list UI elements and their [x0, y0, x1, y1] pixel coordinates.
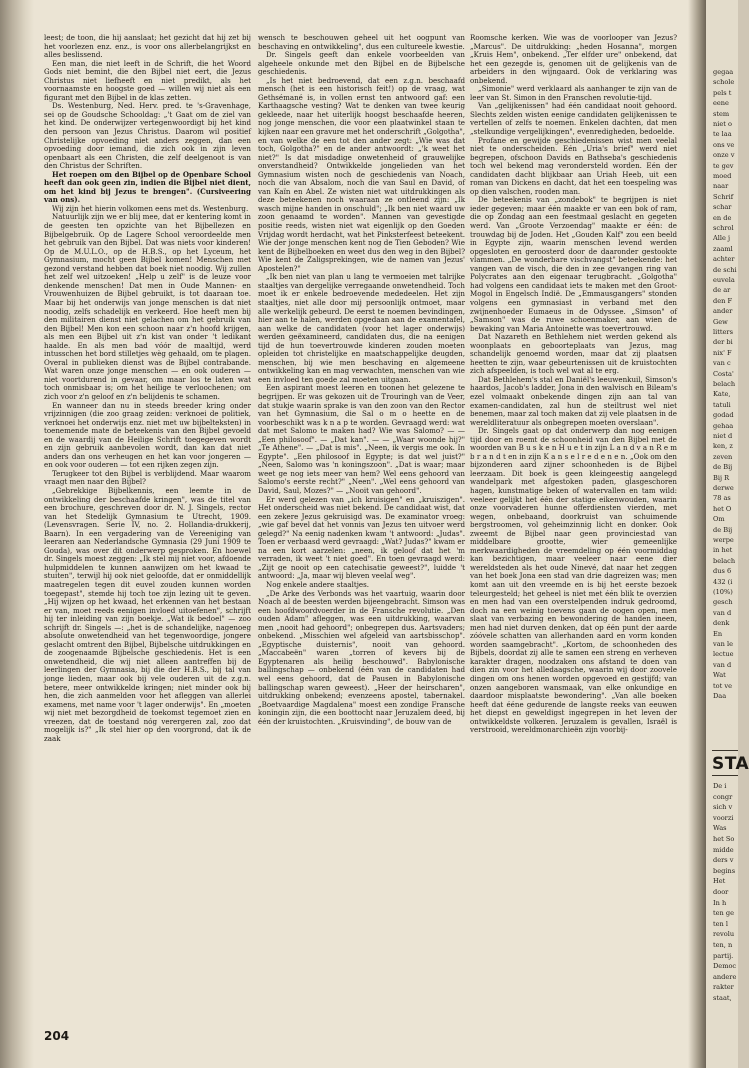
- next-page-fragment: en de: [713, 213, 732, 222]
- next-page-fragment: van c: [713, 359, 731, 368]
- next-page-fragment: door: [713, 888, 729, 896]
- next-page-fragment: congr: [713, 792, 733, 801]
- next-page-fragment: ander: [713, 307, 733, 316]
- paragraph: Van „gelijkenissen" had één candidaat nooit gehoord. Slechts zelden wisten eenige candidaten gelijkenissen te vertellen of zelfs te noemen. Enkelen dachten, dat men „stelkundige vergelijkingen", evenredigheden, bedoelde.: [470, 101, 677, 137]
- paragraph: Het roepen om den Bijbel op de Openbare School heeft dan ook geen zin, indien die Bijbel niet dient, om het kind bij Jezus te brengen". (Cursiveering van ons).: [44, 169, 251, 205]
- next-page-fragment: pels t: [713, 88, 732, 97]
- next-page-fragment: ten, n: [713, 941, 733, 949]
- paragraph: „Ik ben niet van plan u lang te vermoeien met talrijke staaltjes van dergelijke verregaande onwetendheid. Toch moet ik er enkele bedroevende mededeelen. Het zijn staaltjes, niet alle door mij persoonlijk ontmoet, maar alle werkelijk gebeurd. De eerst te noemen bevindingen, hier aan te halen, werden opgedaan aan de examentafel, aan welke de candidaten (voor het lager onderwijs) werden geëxamineerd, candidaten dus, die na eenigen tijd de hun toevertrouwde kinderen zouden moeten opleiden tot christelijke en maatschappelijke deugden, menschen, bij wie men beschaving en algemeene ontwikkeling kan en mag verwachten, menschen van wie een invloed ten goede zal moeten uitgaan.: [258, 272, 465, 384]
- next-page-fragment: van d: [713, 608, 732, 617]
- next-page-fragment: de Bij: [713, 525, 733, 534]
- next-page-fragment: in het: [713, 546, 733, 555]
- paragraph: „Gebrekkige Bijbelkennis, een leemte in de ontwikkeling der beschaafde kringen", was de titel van een brochure, geschreven door dr. N. J. Singels, rector van het Stedelijk Gymnasium te Utrecht, 1909. (Levensvragen. Serie IV, no. 2. Hollandia-drukkerij, Baarn). In een vergadering van de Vereeniging van leeraren aan Nederlandsche Gymnasia (29 Juni 1909 te Gouda), was over dit onderwerp gesproken. En hoewel dr. Singels moest zeggen: „Ik stel mij niet voor, afdoende hulpmiddelen te kunnen aanwijzen om het kwaad te stuiten", terwijl hij ook niet geloofde, dat er onmiddellijk maatregelen tegen dit euvel zouden kunnen worden toegepast", stemde hij toch toe zijn lezing uit te geven. „Hij wijzen op het kwaad, het erkennen van het bestaan er van, moet reeds eenigen invloed uitoefenen", schrijft hij ter inleiding van zijn boekje. „Wat ik bedoel" — zoo schrijft dr. Singels —: „het is de schandelijke, nagenoeg absolute onwetendheid van het tegenwoordige, jongere geslacht omtrent den Bijbel, Bijbelsche uitdrukkingen en de zoogenaamde Bijbelsche geschiedenis. Het is een onwetendheid, die wij niet alleen aantreffen bij de leerlingen der Gymnasia, bij die der H.B.S., bij tal van jonge lieden, maar ook bij vele ouderen uit de z.g.n. betere, meer ontwikkelde kringen; niet minder ook bij hen, die zich aanmelden voor het afleggen van allerlei examens, met name voor 't lager onderwijs". En „moeten wij niet met bezorgdheid de toekomst tegemoet zien en vreezen, dat de toestand nóg verergeren zal, zoo dat mogelijk is?" „Ik stel hier op den voorgrond, dat ik de zaak: [44, 485, 251, 743]
- next-page-rule-bottom: [712, 775, 738, 776]
- next-page-fragment: 78 as: [713, 494, 731, 503]
- paragraph: Terugkeer tot den Bijbel is verblijdend. Maar waarom vraagt men naar den Bijbel?: [44, 468, 251, 487]
- next-page-fragment: eene: [713, 99, 729, 108]
- paragraph: „Is het niet bedroevend, dat een z.g.n. beschaafd mensch (het is een historisch feit!) op de vraag, wat Gethsémané is, in vollen ernst ten antwoord gaf: een Karthaagsche vesting? Wat te denken van twee keurig gekleede, naar het uiterlijk hoogst beschaafde heeren, nog jonge menschen, die voor een plaatwinkel staan te kijken naar een gravure met het onderschrift „Golgotha", en van welke de een tot den ander zegt: „Wie was dat toch, Golgotha?" en de ander antwoordt: „'k weet het niet?" Is dat misdadige onwetenheid of grauwelijke onverstandheid? Ontwikkelde jongelieden van het Gymnasium wisten noch de geschiedenis van Noach, noch die van Absalom, noch die van Saul en David, of van Kaïn en Abel. Ze wisten niet wat uitdrukkingen als deze beteekenen noch waaraan ze ontleend zijn: „Ik wasch mijne handen in onschuld"; „Ik ben niet waard uw zoon genaamd te worden". Mannen van gevestigde positie reeds, wisten niet wat eigenlijk op den Goeden Vrijdag wordt herdacht, wat het Pinksterfeest beteekent. Wie der jonge menschen kent nog de Tien Geboden? Wie kent de Bijbelboeken en weet dus den weg in den Bijbel? Wie kent de Zaligsprekingen, wie de namen van Jezus' Apostelen?": [258, 75, 465, 273]
- next-page-fragment: zeven: [713, 452, 733, 461]
- next-page-fragment: Het: [713, 877, 726, 886]
- next-page-fragment: En: [713, 629, 723, 638]
- next-page-fragment: denk: [713, 619, 730, 628]
- paragraph: leest; de toon, die hij aanslaat; het gezicht dat hij zet bij het voorlezen enz. enz., is voor ons allerbelangrijkst en alles beslissend.: [44, 33, 251, 60]
- next-page-fragment: niet d: [713, 432, 733, 440]
- paragraph: Dat Bethlehem's stal en Daniël's leeuwenkuil, Simson's haardos, Jacob's ladder, Jona in den walvisch en Bileam's ezel volmaakt onbekende dingen zijn aan tal van examen-candidaten, zal hun de steiltrust wel niet benemen, maar zal toch maken dat zij vele plaatsen in de wereldliteratuur als onbegrepen moeten overslaan".: [470, 374, 677, 427]
- paragraph: Een man, die niet leeft in de Schrift, die het Woord Gods niet bemint, die den Bijbel niet eert, die Jezus Christus niet liefheeft en niet predikt, als het voornaamste en hoogste goed — willen wij niet als een figurant met den Bijbel in de klas zetten.: [44, 58, 251, 102]
- next-page-fragment: het So: [713, 835, 735, 843]
- next-page-fragment: de schi: [713, 265, 737, 274]
- next-page-fragment: te gev: [713, 161, 734, 170]
- next-page-fragment: van le: [713, 640, 734, 648]
- next-page-fragment: schrol: [713, 224, 734, 232]
- paragraph: Wij zijn het hierin volkomen eens met ds. Westenburg.: [52, 203, 249, 213]
- paragraph: Dat Nazareth en Bethlehem niet werden gekend als woonplaats en geboorteplaats van Jezus, mag schandelijk genoemd worden, maar dat zij plaatsen heetten te zijn, waar gebeurtenissen uit de kruistochten zich afspeelden, is toch wel wat al te erg.: [470, 332, 677, 376]
- paragraph: Profane en gewijde geschiedenissen wist men veelal niet te onderscheiden. Eén „Uria's brief" werd niet begrepen, ofschoon Davids en Bathseba's geschiedenis toch wel bekend mag verondersteld worden. Eén der candidaten dacht blijkbaar aan Uriah Heeb, uit een roman van Dickens en dacht, dat het een toespeling was op dien valschen, rooden man.: [470, 135, 677, 196]
- paragraph: Een aspirant moest leeren en toonen het gelezene te begrijpen. Er was gekozen uit de Trouringh van de Veer, dat stukje waarin sprake is van den zoon van den Rector van het Gymnasium, die Sal o m o heette en de voorbeschikt was k n a p te worden. Gevraagd werd: wat dat met Salomo te maken had? Wie was Salomo? — — „Een philosoof". — „Dat kan". — — „Waar woonde hij?" „Te Athene". — „Dat is mis". „Neen, ik vergis me ook. In Egypte". „Een philosoof in Egypte; is dat wel juist?" „Neen, Salomo was 'n koningszoon". „Dat is waar; maar weet ge nog iets meer van hem? Wel eens gehoord van Salomo's eerste recht?" „Neen". „Wel eens gehoord van David, Saul, Mozes?" — „Nooit van gehoord".: [258, 383, 465, 495]
- next-page-fragment: gegaa: [713, 68, 734, 76]
- next-page-fragment: Costa': [713, 369, 734, 378]
- next-page-fragment: moed: [713, 172, 732, 180]
- next-page-fragment: lectue: [713, 650, 734, 659]
- next-page-fragment: Wat: [713, 671, 726, 680]
- paragraph: Nog enkele andere staaltjes.: [266, 580, 370, 589]
- next-page-fragment: het O: [713, 504, 732, 513]
- next-page-fragment: nix' F: [713, 348, 732, 357]
- next-page-fragment: In h: [713, 898, 727, 907]
- paragraph: Ds. Westenburg, Ned. Herv. pred. te 's-Gravenhage, sei op de Goudsche Schooldag: „'t Gaat om de ziel van het kind. De onderwijzer vertegenwoordigt bij het kind den persoon van Jezus Christus. Daarom wil positief Christelijke opvoeding niet anders zeggen, dan een opvoeding door iemand, die zich ook in zijn leven openbaart als een Christen, die zelf deelgenoot is van den Christus der Schriften.: [44, 101, 251, 171]
- next-page-fragment: tot ve: [713, 681, 732, 690]
- next-page-fragment: 432 (i: [713, 577, 733, 586]
- next-page-fragment: ken, z: [713, 442, 733, 451]
- next-page-fragment: gehaa: [713, 421, 734, 430]
- next-page-fragment: Bij R: [713, 473, 730, 482]
- next-page-fragment: ten ge: [713, 909, 735, 918]
- next-page-fragment: ders v: [713, 856, 734, 865]
- text-column-1: [44, 34, 251, 1024]
- next-page-fragment: Schrif: [713, 192, 734, 201]
- next-page-fragment: euvela: [713, 276, 735, 284]
- next-page-fragment: zaaml: [713, 244, 733, 253]
- next-page-fragment: (10%): [713, 588, 733, 596]
- next-page-fragment: litters: [713, 328, 733, 336]
- next-page-fragment: achter: [713, 255, 735, 264]
- next-page-fragment: naar: [713, 182, 729, 191]
- next-page-fragment: ons ve: [713, 140, 735, 149]
- paragraph: „De Arke des Verbonds was het vaartuig, waarin door Noach al de beesten werden bijeengebracht. Simson was een hoofdwoordvoerder in de Fransche revolutie. „Den ouden Adam" afleggen, was een uitdrukking, waarvan men „nooit had gehoord"; onbegrepen dus. Aartsvaders; onbekend. „Misschien wel afgeleid van aartsbisschop". „Egyptische duisternis", nooit van gehoord. „Maccabeën" waren „torren of kevers bij de Egyptenaren als heilig beschouwd". Babylonische ballingschap — onbekend (één van de candidaten had wel eens gehoord, dat de Pausen in Babylonische ballingschap waren geweest). „Heer der heirscharen", uitdrukking onbekend; evenzeens apostel, tabernakel. „Boetvaardige Magdalena" moest een zondige Fransche koningin zijn, die een boottocht naar Jeruzalem deed, bij één der kruistochten. „Kruisvinding", de bouw van de: [258, 588, 465, 726]
- paragraph: En wanneer dan nu in steeds breeder kring onder vrijzinnigen (die zoo graag zeiden: verknoei de politiek, verknoei het onderwijs enz. niet met uw bijbelteksten) in toenemende mate de beteekenis van den Bijbel gevoeld en de waardij van de Heilige Schrift toegegeven wordt en zijn gebruik aanbevolen wordt, dan kan dat niet anders dan ons verheugen en het kan voor jongeren — en ook voor ouderen — tot een rijken zegen zijn.: [44, 400, 251, 470]
- next-page-fragment: der bi: [713, 338, 733, 347]
- next-page-fragment: schole: [713, 78, 735, 87]
- next-page-fragment: dus 6: [713, 567, 732, 576]
- next-page-fragment: derwe: [713, 484, 734, 492]
- next-page-fragment: midde: [713, 845, 734, 854]
- next-page-fragment: sich v: [713, 803, 733, 812]
- next-page-fragment: partij.: [713, 951, 734, 960]
- next-page-fragment: belach: [713, 380, 736, 388]
- next-page-fragment: schar: [713, 203, 732, 212]
- next-page-fragment: Om: [713, 515, 725, 524]
- next-page-fragment: werpe: [713, 536, 734, 544]
- next-page-fragment: De i: [713, 782, 727, 790]
- page-number: 204: [44, 1029, 70, 1043]
- next-page-fragment: voorzi: [713, 813, 734, 822]
- next-page-fragment: de Bij: [713, 463, 733, 472]
- page-gutter: [688, 0, 706, 1068]
- next-page-fragment: de ar: [713, 286, 731, 295]
- paragraph: Natuurlijk zijn we er blij mee, dat er kentering komt in de geesten ten opzichte van het Bijbellezen en Bijbelgebruik. Op de Lagere School veroordeelde men het gebruik van den Bijbel. Dat was niets voor kinderen! Op de M.U.L.O., op de H.B.S., op het Lyceum, het Gymnasium, mocht geen Bijbel komen! Menschen met gezond verstand hebben dat boek niet noodig. Wij zullen het zelf wel uitzoeken! „Help u zelf" is de leuze voor denkende menschen! Dat men in Oude Mannen- en Vrouwenhuizen de Bijbel gebruikt, is tot daaraan toe. Maar bij het onderwijs van jonge menschen is dat niet noodig, zelfs schadelijk en verkeerd. Hoe heeft men bij den militairen dienst niet gelachen om het gebruik van den Bijbel! Men kon een schoon naar z'n hoofd krijgen, als men een Bijbel uit z'n kist van onder 't ledikant haalde. En als men bad vóór de maaltijd, werd intusschen het bord stilletjes wèg gehaald, om te plagen. Overal in publieken dienst was de Bijbel contrabande. Wat waren onze jonge menschen — en ook ouderen — niet voortdurend in gevaar, om maar los te laten wat toch onmisbaar is; om het heilige te verloochenen; om zich voor z'n geloof en z'n belijdenis te schamen.: [44, 212, 251, 401]
- next-page-fragment: gesch: [713, 598, 733, 607]
- next-page-fragment: godad: [713, 411, 734, 420]
- paragraph: wensch te beschouwen geheel uit het oogpunt van beschaving en ontwikkeling", dus een cultureele kwestie.: [258, 33, 465, 51]
- next-page-fragment: te laa: [713, 130, 732, 139]
- next-page-fragment: Was: [713, 824, 727, 833]
- next-page-fragment: ten l: [713, 919, 729, 928]
- paragraph: Dr. Singels gaat op dat onderwerp dan nog eenigen tijd door en roemt de schoonheid van den Bijbel met de woorden van B u s k e n H u e t in zijn L a n d v a n R e m b r a n d t en in zijn K a n s e l r e d e n e n. „Ook om den bijzonderen aard zijner schoonheden is de Bijbel leerzaam. Dit boek is geen kleingeestig aangelegd wandelpark met afgestoken paden, glasgeschoren hagen, kunstmatige beken of watervallen en tam wild: veeleer gelijkt het één der statige eikenwouden, waarin onze voorvaderen hunne offerdiensten vierden, met wegen, onbebaand, doorkruist van schuimende bergstroomen, vol geheimzinnig licht en donker. Ook zweemt de Bijbel naar geen provinciestad van middelbare grootte, wier gemeenlijke merkwaardigheden de vreemdeling op één voormiddag kan bezichtigen, maar veeleer naar eene dier wereldsteden als het oude Ninevé, dat naar het zeggen van het boek Jona een stad van drie dagreizen was; men komt aan uit den vreemde en is bij het eerste bezoek teleurgesteld; het geheel is niet met één blik te overzien en men had van een overstelpenden indruk gedroomd, doch na een weinig toevens gaan de oogen open, men slaat van verbazing en bewondering de handen ineen, men had niet durven denken, dat op één punt der aarde zóóvele schatten van allerhanden aard en vorm konden worden saamgebracht". „Kortom, de schoonheden des Bijbels, doordat zij alle te samen een streng en verheven karakter dragen, noodzaken ons afstand te doen van dien zin voor het alledaagsche, waarin wij door zoovele dingen om ons henen worden opgevoed en gestijfd; van onzen aangeboren wansmaak, van elke onkundige en daardoor misplaatste bewondering". „Van alle boeken heeft dat ééne gedurende de langste reeks van eeuwen het diepst en geweldigst ingegrepen in het leven der ontwikkeldste volkeren. Jeruzalem is gevallen, Israël is verstrooid, wereldmonarchieën zijn voorbij-: [470, 426, 678, 735]
- next-page-fragment: begins: [713, 866, 736, 875]
- paragraph: De beteekenis van „zondebok" te begrijpen is niet ieder gegeven; maar één maakte er van een bok of ram, die op Zondag aan een feestmaal geslacht en gegeten werd. Van „Groote Verzoendag" maakte er één: de trouwdag bij de Joden. Het „Gouden Kalf" zou een beeld in Egypte zijn, waarin menschen levend werden opgesloten en geroosterd door de daaronder gestookte vlammen. „De wonderbare vischvangst" beteekende: het vangen van de visch, die den in zee gevangen ring van Polycrates aan den eigenaar terugbracht. „Golgotha" had volgens een candidaat iets te maken met den Groot-Mogol in Engelsch Indië. De „Emmausgangers" stonden volgens een gymnasiast in verband met den zwijnenhoeder Eumaeus in de Odyssee. „Simson" of „Samson" was de ruwe schoenmaker, aan wien de bewaking van Maria Antoinette was toevertrouwd.: [470, 195, 677, 333]
- binding-spine: [0, 0, 34, 1068]
- next-page-heading: STA: [712, 754, 749, 774]
- paragraph: Dr. Singels geeft dan enkele voorbeelden van algeheele onkunde met den Bijbel en de Bijbelsche geschiedenis.: [258, 50, 465, 77]
- next-page-fragment: revolu: [713, 930, 735, 939]
- next-page-fragment: Democ: [713, 962, 737, 971]
- next-page-fragment: stem: [713, 109, 730, 118]
- paragraph: „Simonie" werd verklaard als aanhanger te zijn van de leer van St. Simon in den Franschen revolutie-tijd.: [470, 84, 677, 102]
- next-page-fragment: belach: [713, 556, 736, 565]
- next-page-fragment: van d: [713, 660, 732, 669]
- paragraph: Roomsche kerken. Wie was de voorlooper van Jezus? „Marcus". De uitdrukking: „heden Hosanna", morgen „Kruis Hem", onbekend. „Ter elfder ure" onbekend, dat het een gezegde is, genomen uit de gelijkenis van de arbeiders in den wijngaard. Ook de verklaring was onbekend.: [470, 33, 677, 85]
- text-column-2: [258, 34, 465, 1036]
- next-page-fragment: rakter: [713, 983, 734, 992]
- next-page-fragment: Daa: [713, 692, 727, 700]
- next-page-fragment: tatuli: [713, 400, 731, 409]
- next-page-fragment: onze v: [713, 151, 735, 160]
- next-page-fragment: niet o: [713, 120, 732, 128]
- paragraph: Er werd gelezen van „ich kruisigen" en „kruiszigen". Het onderscheid was niet bekend. De candidaat wist, dat een zekere Jezus gekruisigd was. De examinator vroeg: „wie gaf bevel dat het vonnis van Jezus ten uitvoer werd gelegd?" Na eenig nadenken kwam 't antwoord: „Judas". Toen er verbaasd werd gevraagd: „Wat? Judas?" kwam er na een kort aarzelen: „neen, ik geloof dat het 'm verraden, ik weet 't niet goed". En toen gevraagd werd: „Zijt ge nooit op een catechisatie geweest?", luidde 't antwoord: „Ja, maar wij bleven veelal weg".: [258, 494, 465, 581]
- text-column-3: [470, 34, 677, 1044]
- next-page-fragment: Kate,: [713, 390, 731, 399]
- next-page-fragment: andere: [713, 972, 737, 981]
- next-page-rule-top: [712, 750, 738, 751]
- next-page-fragment: den F: [713, 296, 733, 305]
- next-page-fragment: Gew: [713, 317, 728, 326]
- next-page-fragment: staat,: [713, 994, 732, 1002]
- next-page-fragment: Alle j: [713, 234, 731, 243]
